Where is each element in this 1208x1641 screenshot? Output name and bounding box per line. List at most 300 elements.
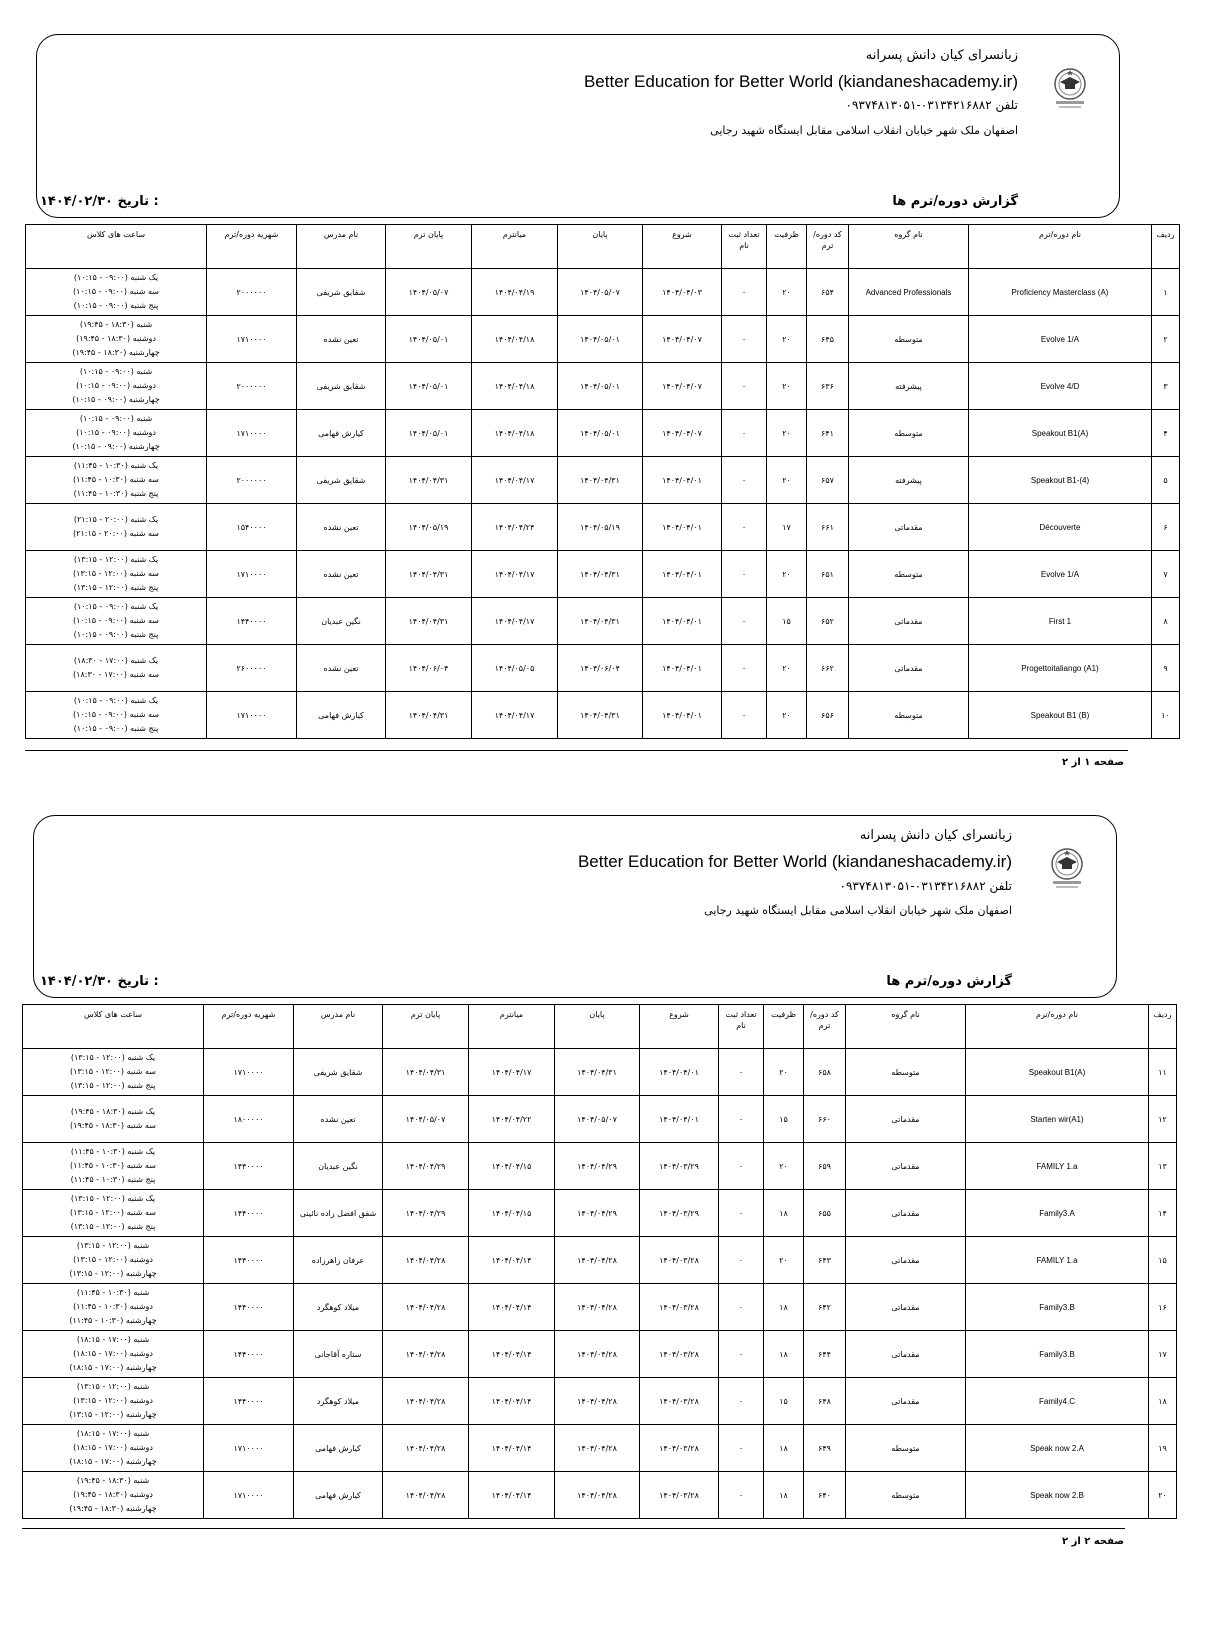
class-schedule xyxy=(23,1331,204,1378)
table-row xyxy=(23,1096,1177,1143)
enrolled-count: ۰ xyxy=(722,410,767,457)
course-code: ۶۴۵ xyxy=(807,316,849,363)
row-number: ۱۵ xyxy=(1149,1237,1177,1284)
schedule-line: سه شنبه (۰۹:۰۰ - ۱۰:۱۵) xyxy=(73,616,159,625)
enrolled-count: ۰ xyxy=(722,504,767,551)
midterm-date: ۱۴۰۴/۰۴/۱۴ xyxy=(469,1331,555,1378)
class-schedule xyxy=(23,1425,204,1472)
row-number: ۸ xyxy=(1152,598,1180,645)
end-date: ۱۴۰۴/۰۴/۳۱ xyxy=(558,551,643,598)
capacity: ۱۸ xyxy=(764,1425,804,1472)
schedule-line: پنج شنبه (۱۰:۳۰ - ۱۱:۴۵) xyxy=(70,1175,156,1184)
table-header-row xyxy=(26,225,1180,269)
group-name: مقدماتی xyxy=(849,645,969,692)
midterm-date: ۱۴۰۴/۰۴/۱۹ xyxy=(472,269,558,316)
course-code: ۶۵۲ xyxy=(807,598,849,645)
course-code: ۶۵۷ xyxy=(807,457,849,504)
group-name: مقدماتی xyxy=(846,1096,966,1143)
course-code: ۶۵۴ xyxy=(807,269,849,316)
end-date: ۱۴۰۴/۰۴/۳۱ xyxy=(558,692,643,739)
capacity: ۲۰ xyxy=(764,1237,804,1284)
table-row xyxy=(26,269,1180,316)
enrolled-count: ۰ xyxy=(722,457,767,504)
class-schedule xyxy=(23,1143,204,1190)
schedule-line: شنبه (۱۸:۳۰ - ۱۹:۴۵) xyxy=(76,1476,150,1485)
final-date: ۱۴۰۴/۰۴/۲۸ xyxy=(383,1425,469,1472)
row-number: ۲۰ xyxy=(1149,1472,1177,1519)
tuition-fee: ۱۷۱۰۰۰۰ xyxy=(204,1472,294,1519)
teacher-name: شفق افضل زاده نائینی xyxy=(294,1190,383,1237)
schedule-line: دوشنبه (۱۸:۳۰ - ۱۹:۴۵) xyxy=(76,334,156,343)
table-row xyxy=(26,645,1180,692)
group-name: مقدماتی xyxy=(846,1331,966,1378)
start-date: ۱۴۰۴/۰۳/۲۸ xyxy=(640,1331,719,1378)
group-name: پیشرفته xyxy=(849,457,969,504)
midterm-date: ۱۴۰۴/۰۴/۱۵ xyxy=(469,1143,555,1190)
capacity: ۱۷ xyxy=(767,504,807,551)
schedule-line: یک شنبه (۱۲:۰۰ - ۱۳:۱۵) xyxy=(70,1194,156,1203)
final-date: ۱۴۰۴/۰۴/۲۸ xyxy=(383,1472,469,1519)
group-name: متوسطه xyxy=(846,1425,966,1472)
course-name: Starten wir(A1) xyxy=(966,1096,1149,1143)
teacher-name: کیارش فهامی xyxy=(297,410,386,457)
enrolled-count: ۰ xyxy=(722,598,767,645)
column-header: ساعت های کلاس xyxy=(23,1005,204,1049)
course-name: FAMILY 1.a xyxy=(966,1143,1149,1190)
academy-logo-icon xyxy=(1045,846,1089,890)
final-date: ۱۴۰۴/۰۵/۱۹ xyxy=(386,504,472,551)
tuition-fee: ۱۴۴۰۰۰۰ xyxy=(204,1143,294,1190)
enrolled-count: ۰ xyxy=(719,1425,764,1472)
column-header: ردیف xyxy=(1152,225,1180,269)
start-date: ۱۴۰۴/۰۴/۰۷ xyxy=(643,410,722,457)
midterm-date: ۱۴۰۴/۰۴/۱۷ xyxy=(472,551,558,598)
schedule-line: دوشنبه (۱۲:۰۰ - ۱۳:۱۵) xyxy=(73,1396,153,1405)
row-number: ۱۳ xyxy=(1149,1143,1177,1190)
group-name: Advanced Professionals xyxy=(849,269,969,316)
teacher-name: شقایق شریفی xyxy=(297,269,386,316)
midterm-date: ۱۴۰۴/۰۴/۱۴ xyxy=(469,1378,555,1425)
schedule-line: چهارشنبه (۱۷:۰۰ - ۱۸:۱۵) xyxy=(69,1363,157,1372)
course-code: ۶۶۱ xyxy=(807,504,849,551)
class-schedule xyxy=(26,551,207,598)
report-date-label: تاریخ : xyxy=(117,974,159,989)
group-name: مقدماتی xyxy=(846,1378,966,1425)
enrolled-count: ۰ xyxy=(719,1284,764,1331)
column-header: نام دوره/ترم xyxy=(966,1005,1149,1049)
tuition-fee: ۱۴۴۰۰۰۰ xyxy=(204,1237,294,1284)
group-name: متوسطه xyxy=(846,1472,966,1519)
schedule-line: یک شنبه (۰۹:۰۰ - ۱۰:۱۵) xyxy=(73,602,159,611)
group-name: مقدماتی xyxy=(846,1284,966,1331)
teacher-name: شقایق شریفی xyxy=(297,363,386,410)
column-header: نام مدرس xyxy=(294,1005,383,1049)
final-date: ۱۴۰۴/۰۴/۲۹ xyxy=(383,1143,469,1190)
column-header: پایان ترم xyxy=(386,225,472,269)
capacity: ۲۰ xyxy=(764,1143,804,1190)
schedule-line: شنبه (۱۰:۳۰ - ۱۱:۴۵) xyxy=(76,1288,150,1297)
row-number: ۱۸ xyxy=(1149,1378,1177,1425)
end-date: ۱۴۰۴/۰۴/۲۹ xyxy=(555,1143,640,1190)
tuition-fee: ۲۰۰۰۰۰۰ xyxy=(207,457,297,504)
class-schedule xyxy=(23,1049,204,1096)
course-name: Proficiency Masterclass (A) xyxy=(969,269,1152,316)
class-schedule xyxy=(26,457,207,504)
teacher-name: کیارش فهامی xyxy=(294,1425,383,1472)
table-row xyxy=(23,1331,1177,1378)
schedule-line: چهارشنبه (۱۸:۳۰ - ۱۹:۴۵) xyxy=(72,348,160,357)
schedule-line: سه شنبه (۱۲:۰۰ - ۱۳:۱۵) xyxy=(70,1067,156,1076)
enrolled-count: ۰ xyxy=(719,1237,764,1284)
schedule-line: پنج شنبه (۱۲:۰۰ - ۱۳:۱۵) xyxy=(70,1222,156,1231)
capacity: ۱۵ xyxy=(764,1378,804,1425)
capacity: ۲۰ xyxy=(767,363,807,410)
capacity: ۱۸ xyxy=(764,1190,804,1237)
tuition-fee: ۱۴۴۰۰۰۰ xyxy=(204,1378,294,1425)
start-date: ۱۴۰۴/۰۳/۲۸ xyxy=(640,1425,719,1472)
schedule-line: دوشنبه (۱۲:۰۰ - ۱۳:۱۵) xyxy=(73,1255,153,1264)
schedule-line: سه شنبه (۱۲:۰۰ - ۱۳:۱۵) xyxy=(73,569,159,578)
start-date: ۱۴۰۴/۰۳/۲۸ xyxy=(640,1472,719,1519)
tuition-fee: ۲۰۰۰۰۰۰ xyxy=(207,363,297,410)
schedule-line: سه شنبه (۱۰:۳۰ - ۱۱:۴۵) xyxy=(73,475,159,484)
table-row xyxy=(23,1190,1177,1237)
teacher-name: تعین نشده xyxy=(297,551,386,598)
enrolled-count: ۰ xyxy=(719,1190,764,1237)
row-number: ۱۱ xyxy=(1149,1049,1177,1096)
schedule-line: سه شنبه (۱۸:۳۰ - ۱۹:۴۵) xyxy=(70,1121,156,1130)
column-header: ردیف xyxy=(1149,1005,1177,1049)
start-date: ۱۴۰۴/۰۳/۲۸ xyxy=(640,1284,719,1331)
enrolled-count: ۰ xyxy=(722,316,767,363)
end-date: ۱۴۰۴/۰۴/۲۸ xyxy=(555,1237,640,1284)
capacity: ۲۰ xyxy=(767,316,807,363)
row-number: ۱۲ xyxy=(1149,1096,1177,1143)
course-name: Evolve 1/A xyxy=(969,551,1152,598)
midterm-date: ۱۴۰۴/۰۴/۱۷ xyxy=(472,692,558,739)
course-code: ۶۶۲ xyxy=(807,645,849,692)
capacity: ۲۰ xyxy=(767,457,807,504)
table-row xyxy=(26,504,1180,551)
table-row xyxy=(23,1049,1177,1096)
course-name: First 1 xyxy=(969,598,1152,645)
enrolled-count: ۰ xyxy=(719,1143,764,1190)
course-code: ۶۵۵ xyxy=(804,1190,846,1237)
course-name: Family3.B xyxy=(966,1331,1149,1378)
midterm-date: ۱۴۰۴/۰۵/۰۵ xyxy=(472,645,558,692)
schedule-line: یک شنبه (۲۰:۰۰ - ۲۱:۱۵) xyxy=(73,515,159,524)
enrolled-count: ۰ xyxy=(719,1096,764,1143)
school-name: زبانسرای کیان دانش پسرانه xyxy=(859,828,1012,843)
group-name: مقدماتی xyxy=(846,1143,966,1190)
final-date: ۱۴۰۴/۰۴/۲۸ xyxy=(383,1237,469,1284)
column-header: ظرفیت xyxy=(764,1005,804,1049)
start-date: ۱۴۰۴/۰۴/۰۷ xyxy=(643,316,722,363)
final-date: ۱۴۰۴/۰۴/۲۸ xyxy=(383,1284,469,1331)
school-phone: ۰۹۳۷۴۸۱۳۰۵۱-۰۳۱۳۴۲۱۶۸۸۲ تلفن xyxy=(839,879,1012,893)
row-number: ۳ xyxy=(1152,363,1180,410)
row-number: ۱۹ xyxy=(1149,1425,1177,1472)
start-date: ۱۴۰۴/۰۴/۰۱ xyxy=(643,692,722,739)
schedule-line: دوشنبه (۱۷:۰۰ - ۱۸:۱۵) xyxy=(73,1443,153,1452)
class-schedule xyxy=(26,598,207,645)
final-date: ۱۴۰۴/۰۴/۳۱ xyxy=(386,692,472,739)
group-name: مقدماتی xyxy=(849,598,969,645)
schedule-line: پنج شنبه (۰۹:۰۰ - ۱۰:۱۵) xyxy=(73,630,159,639)
capacity: ۱۵ xyxy=(767,598,807,645)
schedule-line: شنبه (۱۷:۰۰ - ۱۸:۱۵) xyxy=(76,1335,150,1344)
course-name: Speakout B1-(4) xyxy=(969,457,1152,504)
teacher-name: کیارش فهامی xyxy=(297,692,386,739)
row-number: ۱۰ xyxy=(1152,692,1180,739)
enrolled-count: ۰ xyxy=(722,269,767,316)
schedule-line: چهارشنبه (۱۷:۰۰ - ۱۸:۱۵) xyxy=(69,1457,157,1466)
course-name: Family4.C xyxy=(966,1378,1149,1425)
teacher-name: عرفان زاهرزاده xyxy=(294,1237,383,1284)
start-date: ۱۴۰۴/۰۳/۲۸ xyxy=(640,1378,719,1425)
class-schedule xyxy=(23,1284,204,1331)
enrolled-count: ۰ xyxy=(719,1472,764,1519)
end-date: ۱۴۰۴/۰۴/۳۱ xyxy=(558,598,643,645)
end-date: ۱۴۰۴/۰۴/۲۸ xyxy=(555,1284,640,1331)
course-code: ۶۴۱ xyxy=(807,410,849,457)
column-header: شهریه دوره/ترم xyxy=(204,1005,294,1049)
schedule-line: شنبه (۱۷:۰۰ - ۱۸:۱۵) xyxy=(76,1429,150,1438)
end-date: ۱۴۰۴/۰۴/۲۹ xyxy=(555,1190,640,1237)
enrolled-count: ۰ xyxy=(722,551,767,598)
column-header: نام دوره/ترم xyxy=(969,225,1152,269)
page-number: صفحه ۱ از ۲ xyxy=(1062,757,1124,768)
column-header: پایان ترم xyxy=(383,1005,469,1049)
schedule-line: شنبه (۱۲:۰۰ - ۱۳:۱۵) xyxy=(76,1382,150,1391)
report-date-value: ۱۴۰۴/۰۲/۳۰ xyxy=(40,974,113,989)
report-date xyxy=(40,974,159,989)
course-code: ۶۵۱ xyxy=(807,551,849,598)
table-row xyxy=(26,316,1180,363)
page-number: صفحه ۲ از ۲ xyxy=(1062,1536,1124,1547)
row-number: ۱ xyxy=(1152,269,1180,316)
school-phone: ۰۹۳۷۴۸۱۳۰۵۱-۰۳۱۳۴۲۱۶۸۸۲ تلفن xyxy=(845,98,1018,112)
schedule-line: یک شنبه (۱۸:۳۰ - ۱۹:۴۵) xyxy=(70,1107,156,1116)
group-name: مقدماتی xyxy=(849,504,969,551)
enrolled-count: ۰ xyxy=(722,692,767,739)
schedule-line: پنج شنبه (۰۹:۰۰ - ۱۰:۱۵) xyxy=(73,301,159,310)
table-row xyxy=(23,1284,1177,1331)
group-name: متوسطه xyxy=(849,692,969,739)
schedule-line: چهارشنبه (۱۰:۳۰ - ۱۱:۴۵) xyxy=(69,1316,157,1325)
tuition-fee: ۱۷۱۰۰۰۰ xyxy=(207,551,297,598)
capacity: ۲۰ xyxy=(767,692,807,739)
capacity: ۲۰ xyxy=(767,551,807,598)
end-date: ۱۴۰۴/۰۵/۰۱ xyxy=(558,316,643,363)
final-date: ۱۴۰۴/۰۴/۳۱ xyxy=(386,598,472,645)
end-date: ۱۴۰۴/۰۴/۳۱ xyxy=(558,457,643,504)
row-number: ۱۶ xyxy=(1149,1284,1177,1331)
class-schedule xyxy=(26,410,207,457)
schedule-line: یک شنبه (۱۲:۰۰ - ۱۳:۱۵) xyxy=(73,555,159,564)
schedule-line: چهارشنبه (۰۹:۰۰ - ۱۰:۱۵) xyxy=(72,442,160,451)
start-date: ۱۴۰۴/۰۴/۰۳ xyxy=(643,269,722,316)
midterm-date: ۱۴۰۴/۰۴/۱۷ xyxy=(469,1049,555,1096)
column-header: شهریه دوره/ترم xyxy=(207,225,297,269)
teacher-name: شقایق شریفی xyxy=(294,1049,383,1096)
course-code: ۶۳۶ xyxy=(807,363,849,410)
column-header: کد دوره/ترم xyxy=(807,225,849,269)
group-name: متوسطه xyxy=(849,316,969,363)
schedule-line: شنبه (۰۹:۰۰ - ۱۰:۱۵) xyxy=(79,414,153,423)
table-row xyxy=(26,457,1180,504)
row-number: ۹ xyxy=(1152,645,1180,692)
table-row xyxy=(26,410,1180,457)
enrolled-count: ۰ xyxy=(719,1378,764,1425)
class-schedule xyxy=(23,1237,204,1284)
column-header: تعداد ثبت نام xyxy=(719,1005,764,1049)
midterm-date: ۱۴۰۴/۰۴/۱۸ xyxy=(472,316,558,363)
start-date: ۱۴۰۴/۰۳/۲۹ xyxy=(640,1143,719,1190)
row-number: ۱۷ xyxy=(1149,1331,1177,1378)
final-date: ۱۴۰۴/۰۵/۰۷ xyxy=(383,1096,469,1143)
course-name: Family3.A xyxy=(966,1190,1149,1237)
schedule-line: پنج شنبه (۱۲:۰۰ - ۱۳:۱۵) xyxy=(73,583,159,592)
schedule-line: دوشنبه (۰۹:۰۰ - ۱۰:۱۵) xyxy=(76,428,156,437)
final-date: ۱۴۰۴/۰۴/۳۱ xyxy=(383,1049,469,1096)
schedule-line: یک شنبه (۱۲:۰۰ - ۱۳:۱۵) xyxy=(70,1053,156,1062)
column-header: میانترم xyxy=(469,1005,555,1049)
column-header: نام گروه xyxy=(846,1005,966,1049)
start-date: ۱۴۰۴/۰۴/۰۱ xyxy=(643,504,722,551)
schedule-line: چهارشنبه (۱۲:۰۰ - ۱۳:۱۵) xyxy=(69,1410,157,1419)
start-date: ۱۴۰۴/۰۳/۲۹ xyxy=(640,1190,719,1237)
class-schedule xyxy=(23,1190,204,1237)
table-row xyxy=(26,598,1180,645)
column-header: نام مدرس xyxy=(297,225,386,269)
tuition-fee: ۱۴۴۰۰۰۰ xyxy=(204,1331,294,1378)
column-header: میانترم xyxy=(472,225,558,269)
capacity: ۱۸ xyxy=(764,1331,804,1378)
schedule-line: شنبه (۱۲:۰۰ - ۱۳:۱۵) xyxy=(76,1241,150,1250)
tuition-fee: ۱۷۱۰۰۰۰ xyxy=(207,316,297,363)
course-code: ۶۵۹ xyxy=(804,1143,846,1190)
enrolled-count: ۰ xyxy=(719,1049,764,1096)
teacher-name: ستاره آقاجانی xyxy=(294,1331,383,1378)
teacher-name: نگین عبدیان xyxy=(294,1143,383,1190)
schedule-line: یک شنبه (۱۷:۰۰ - ۱۸:۳۰) xyxy=(73,656,159,665)
school-slogan: Better Education for Better World (kiandaneshacademy.ir) xyxy=(577,852,1012,871)
enrolled-count: ۰ xyxy=(722,645,767,692)
column-header: شروع xyxy=(643,225,722,269)
column-header: شروع xyxy=(640,1005,719,1049)
tuition-fee: ۱۵۴۰۰۰۰ xyxy=(207,504,297,551)
table-row xyxy=(23,1237,1177,1284)
start-date: ۱۴۰۴/۰۴/۰۱ xyxy=(640,1096,719,1143)
column-header: نام گروه xyxy=(849,225,969,269)
column-header: پایان xyxy=(555,1005,640,1049)
end-date: ۱۴۰۴/۰۵/۰۱ xyxy=(558,410,643,457)
schedule-line: یک شنبه (۱۰:۳۰ - ۱۱:۴۵) xyxy=(73,461,159,470)
column-header: ساعت های کلاس xyxy=(26,225,207,269)
midterm-date: ۱۴۰۴/۰۴/۱۸ xyxy=(472,410,558,457)
column-header: ظرفیت xyxy=(767,225,807,269)
final-date: ۱۴۰۴/۰۵/۰۱ xyxy=(386,316,472,363)
schedule-line: سه شنبه (۰۹:۰۰ - ۱۰:۱۵) xyxy=(73,710,159,719)
teacher-name: تعین نشده xyxy=(294,1096,383,1143)
final-date: ۱۴۰۴/۰۴/۲۹ xyxy=(383,1190,469,1237)
academy-logo-icon xyxy=(1048,66,1092,110)
teacher-name: کیارش فهامی xyxy=(294,1472,383,1519)
school-slogan: Better Education for Better World (kiandaneshacademy.ir) xyxy=(583,72,1018,91)
teacher-name: تعین نشده xyxy=(297,504,386,551)
report-title: گزارش دوره/ترم ها xyxy=(886,974,1012,989)
teacher-name: تعین نشده xyxy=(297,645,386,692)
capacity: ۱۵ xyxy=(764,1096,804,1143)
course-code: ۶۴۸ xyxy=(804,1378,846,1425)
school-address: اصفهان ملک شهر خیابان انقلاب اسلامی مقابل ایستگاه شهید رجایی xyxy=(710,124,1018,137)
tuition-fee: ۱۷۱۰۰۰۰ xyxy=(204,1425,294,1472)
teacher-name: شقایق شریفی xyxy=(297,457,386,504)
midterm-date: ۱۴۰۴/۰۴/۱۴ xyxy=(469,1425,555,1472)
group-name: پیشرفته xyxy=(849,363,969,410)
group-name: مقدماتی xyxy=(846,1237,966,1284)
report-date xyxy=(40,194,159,209)
tuition-fee: ۱۴۴۰۰۰۰ xyxy=(204,1190,294,1237)
midterm-date: ۱۴۰۴/۰۴/۲۲ xyxy=(469,1096,555,1143)
start-date: ۱۴۰۴/۰۴/۰۱ xyxy=(640,1049,719,1096)
end-date: ۱۴۰۴/۰۴/۲۸ xyxy=(555,1472,640,1519)
course-code: ۶۶۰ xyxy=(804,1096,846,1143)
enrolled-count: ۰ xyxy=(722,363,767,410)
courses-table xyxy=(25,224,1180,739)
start-date: ۱۴۰۴/۰۴/۰۱ xyxy=(643,645,722,692)
midterm-date: ۱۴۰۴/۰۴/۲۴ xyxy=(472,504,558,551)
schedule-line: چهارشنبه (۱۲:۰۰ - ۱۳:۱۵) xyxy=(69,1269,157,1278)
schedule-line: دوشنبه (۱۰:۳۰ - ۱۱:۴۵) xyxy=(73,1302,153,1311)
course-name: Speak now 2.A xyxy=(966,1425,1149,1472)
capacity: ۲۰ xyxy=(767,269,807,316)
schedule-line: یک شنبه (۰۹:۰۰ - ۱۰:۱۵) xyxy=(73,696,159,705)
table-row xyxy=(26,692,1180,739)
final-date: ۱۴۰۴/۰۴/۳۱ xyxy=(386,457,472,504)
class-schedule xyxy=(26,316,207,363)
group-name: متوسطه xyxy=(849,551,969,598)
end-date: ۱۴۰۴/۰۵/۰۷ xyxy=(558,269,643,316)
midterm-date: ۱۴۰۴/۰۴/۱۴ xyxy=(469,1284,555,1331)
group-name: متوسطه xyxy=(849,410,969,457)
schedule-line: دوشنبه (۱۷:۰۰ - ۱۸:۱۵) xyxy=(73,1349,153,1358)
start-date: ۱۴۰۴/۰۴/۰۷ xyxy=(643,363,722,410)
page-footer-rule xyxy=(25,750,1128,751)
midterm-date: ۱۴۰۴/۰۴/۱۴ xyxy=(469,1472,555,1519)
final-date: ۱۴۰۴/۰۶/۰۴ xyxy=(386,645,472,692)
tuition-fee: ۲۰۰۰۰۰۰ xyxy=(207,269,297,316)
report-date-value: ۱۴۰۴/۰۲/۳۰ xyxy=(40,194,113,209)
class-schedule xyxy=(23,1378,204,1425)
end-date: ۱۴۰۴/۰۴/۲۸ xyxy=(555,1378,640,1425)
start-date: ۱۴۰۴/۰۴/۰۱ xyxy=(643,551,722,598)
schedule-line: چهارشنبه (۰۹:۰۰ - ۱۰:۱۵) xyxy=(72,395,160,404)
end-date: ۱۴۰۴/۰۵/۰۷ xyxy=(555,1096,640,1143)
course-name: Evolve 4/D xyxy=(969,363,1152,410)
column-header: پایان xyxy=(558,225,643,269)
school-address: اصفهان ملک شهر خیابان انقلاب اسلامی مقابل ایستگاه شهید رجایی xyxy=(704,904,1012,917)
start-date: ۱۴۰۴/۰۴/۰۱ xyxy=(643,598,722,645)
row-number: ۷ xyxy=(1152,551,1180,598)
class-schedule xyxy=(23,1096,204,1143)
tuition-fee: ۱۷۱۰۰۰۰ xyxy=(204,1049,294,1096)
final-date: ۱۴۰۴/۰۴/۳۱ xyxy=(386,551,472,598)
tuition-fee: ۱۴۴۰۰۰۰ xyxy=(204,1284,294,1331)
end-date: ۱۴۰۴/۰۴/۲۸ xyxy=(555,1425,640,1472)
group-name: مقدماتی xyxy=(846,1190,966,1237)
